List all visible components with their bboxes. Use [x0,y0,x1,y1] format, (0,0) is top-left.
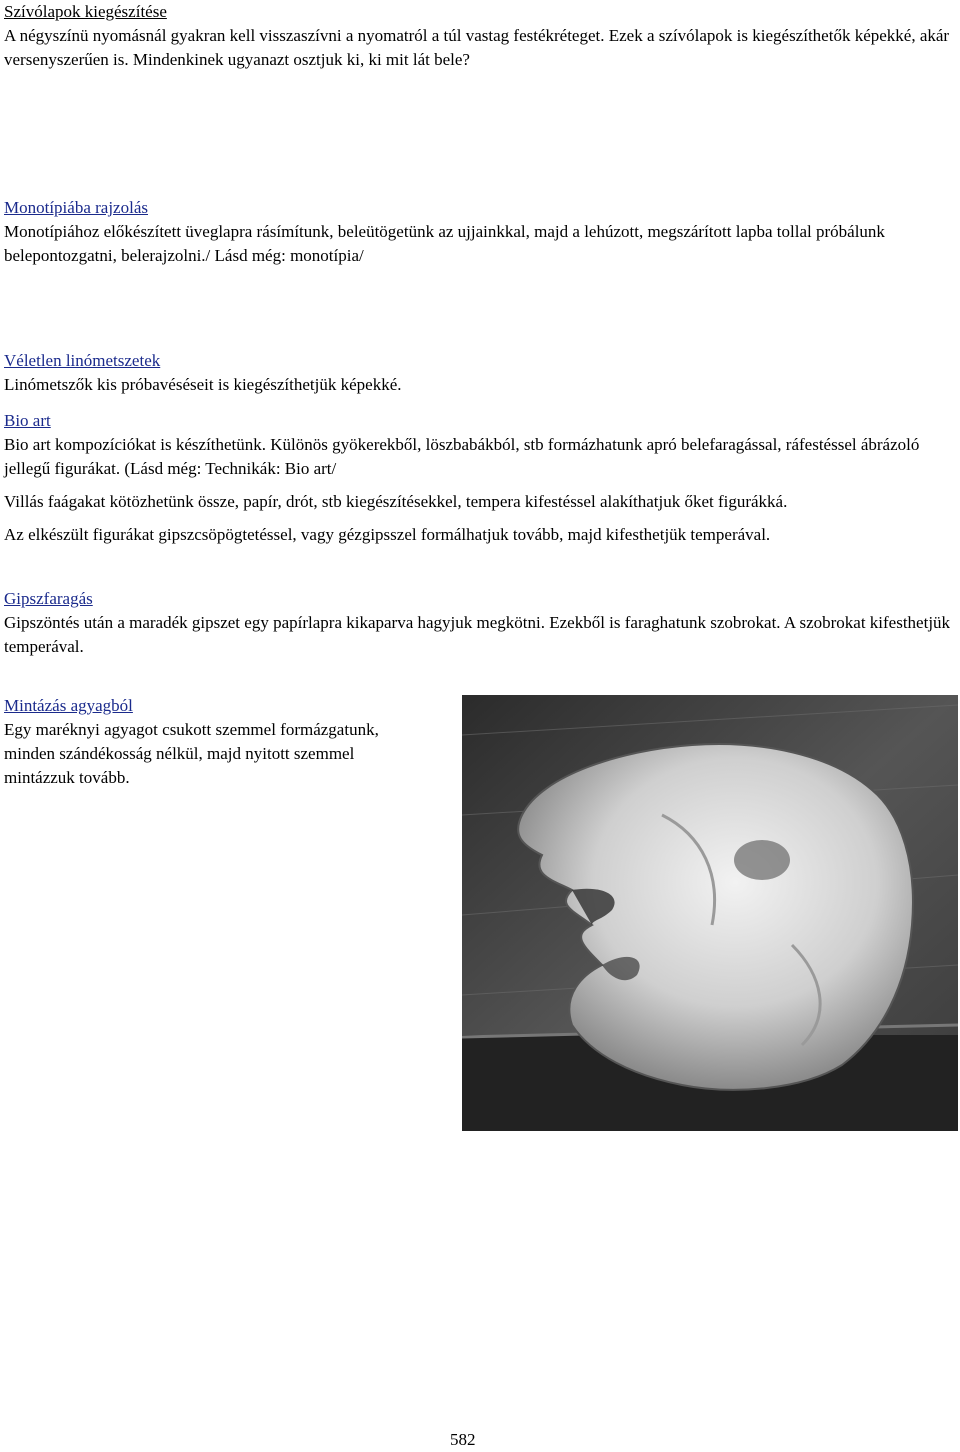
section-szivolapok [4,0,954,72]
paragraph: Egy maréknyi agyagot csukott szemmel formázgatunk, minden szándékosság nélkül, majd nyitott szemmel mintázzuk tovább. [4,720,379,787]
section-linometszetek [4,349,954,397]
section-mintazas [4,694,424,790]
clay-sculpture-photo [462,695,958,1131]
paragraph: Monotípiához előkészített üveglapra rásímítunk, beleütögetünk az ujjainkkal, majd a lehúzott, megszárított lapba tollal próbálunk belepontozgatni, belerajzolni./ Lásd még: monotípia/ [4,222,885,265]
section-bio-art [4,409,954,547]
page-number: 582 [450,1430,476,1449]
section-heading: Bio art [4,411,51,430]
section-heading: Mintázás agyagból [4,696,133,715]
section-heading: Szívólapok kiegészítése [4,2,167,21]
paragraph: Az elkészült figurákat gipszcsöpögtetéssel, vagy gézgipsszel formálhatjuk tovább, majd kifesthetjük temperával. [4,525,771,544]
paragraph: Villás faágakat kötözhetünk össze, papír, drót, stb kiegészítésekkel, tempera kifestéssel alakíthatjuk őket figurákká. [4,492,788,511]
section-monotipia [4,196,954,268]
paragraph: Bio art kompozíciókat is készíthetünk. Különös gyökerekből, löszbabákból, stb formázhatunk apró belefaragással, ráfestéssel ábrázoló jellegű figurákat. (Lásd még: Technikák: Bio art/ [4,435,920,478]
paragraph: A négyszínü nyomásnál gyakran kell visszaszívni a nyomatról a túl vastag festékréteget. Ezek a szívólapok is kiegészíthetők képekké, akár versenyszerűen is. Mindenkinek ugyanazt osztjuk ki, ki mit lát bele? [4,26,950,69]
section-heading: Véletlen linómetszetek [4,351,161,370]
paragraph: Linómetszők kis próbavéséseit is kiegészíthetjük képekké. [4,375,402,394]
section-heading: Gipszfaragás [4,589,93,608]
section-gipszfaragas [4,587,954,659]
paragraph: Gipszöntés után a maradék gipszet egy papírlapra kikaparva hagyjuk megkötni. Ezekből is faraghatunk szobrokat. A szobrokat kifesthetjük temperával. [4,613,951,656]
section-heading: Monotípiába rajzolás [4,198,148,217]
